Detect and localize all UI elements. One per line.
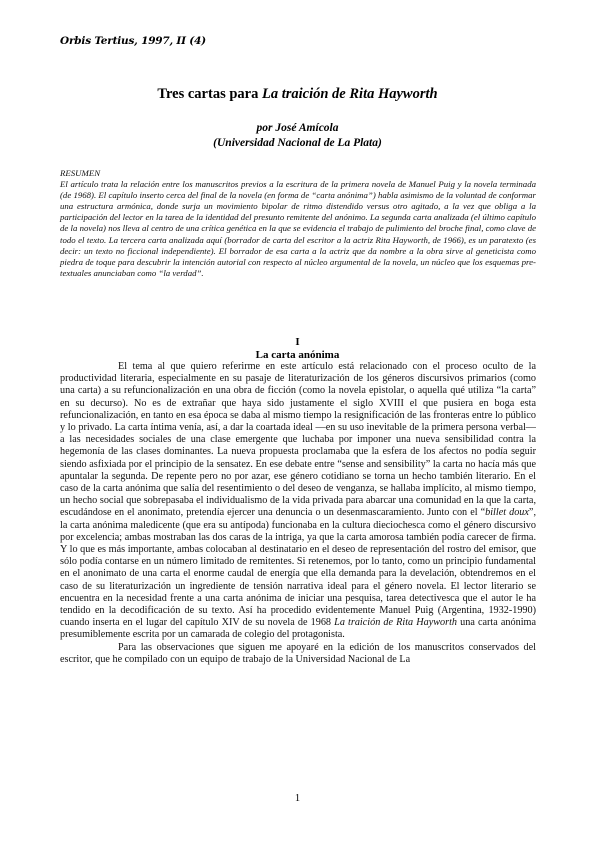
abstract xyxy=(60,168,536,279)
title-prefix: Tres cartas para xyxy=(157,86,262,102)
section-title: La carta anónima xyxy=(255,349,340,361)
author-name: por José Amícola xyxy=(256,122,339,134)
novel-title: La traición de Rita Hayworth xyxy=(334,617,458,629)
section-number: I xyxy=(295,336,300,348)
author-affiliation: (Universidad Nacional de La Plata) xyxy=(213,137,382,149)
section-heading xyxy=(60,336,535,362)
running-head: Orbis Tertius, 1997, II (4) xyxy=(60,35,206,47)
paragraph-text: una carta anónima presumiblemente escrita por un camarada de colegio del protagonista. xyxy=(60,617,536,641)
italic-term: billet doux xyxy=(485,507,529,519)
paragraph-text: El tema al que quiero referirme en este artículo está relacionado con el proceso oculto de la productividad literaria, especialmente en su pasaje de literaturización de los géneros discursivos primarios (como una carta) a su refuncionalización en una obra de ficción (como la novela epistolar, o aquella qué utiliza “la carta” en su decurso). No es de extrañar que haya sido justamente el siglo XVIII el que pusiera en boga esta refuncionalización, en tanto en esa época se daba al mismo tiempo la resignificación de las fronteras entre lo público y lo privado. La carta íntima venía, así, a dar la coartada ideal —en su uso inevitable de la primera persona verbal— a las necesidades sociales de una clase emergente que luchaba por imponer una nueva sensibilidad contra la hegemonía de las clases dominantes. La nueva propuesta proclamaba que la esfera de los afectos no podía seguir siendo asfixiada por el principio de la sensatez. En ese debate entre “sense and sensibility” la carta no hacía más que apuntalar la segunda. De repente pero no por azar, ese género cotidiano se torna un hecho también literario. En el caso de la carta anónima que salía del resentimiento o del deseo de venganza, se hallaba implícito, al mismo tiempo, un hecho social que sobrepasaba el individualismo de la vida privada para abarcar una comunidad en la que la carta, escudándose en el anonimato, pretendía ejercer una denuncia o un desenmascaramiento. Junto con el “ xyxy=(60,361,536,519)
body-text xyxy=(60,361,536,666)
author-block xyxy=(60,121,535,151)
abstract-label: RESUMEN xyxy=(60,168,101,178)
page-number: 1 xyxy=(294,793,301,804)
title-italic: La traición de Rita Hayworth xyxy=(261,86,438,102)
body-paragraph xyxy=(60,361,536,642)
article-title xyxy=(60,86,535,103)
paragraph-text: ”, la carta anónima maledicente (que era su antípoda) funcionaba en la cultura dieciochesca como el género discursivo por excelencia; ambas mostraban las dos caras de la intriga, ya que la carta amorosa también podía carecer de firma. Y lo que es más importante, ambas colocaban al destinatario en el deseo de representación del rostro del emisor, que sólo podía contarse en un número limitado de remitentes. Si retenemos, por lo tanto, como un principio fundamental en el anonimato de una carta el enorme caudal de energía que ella demanda para la develación, obtendremos en el caso de su literaturización un ingrediente de tensión narrativa ideal para el género novela. El lector literario se encuentra en la necesidad frente a una carta anónima de iniciar una pesquisa, tarea detectivesca que el autor le ha tendido en la decodificación de su texto. Así ha procedido evidentemente Manuel Puig (Argentina, 1932-1990) cuando inserta en el lugar del capítulo XIV de su novela de 1968 xyxy=(60,507,536,629)
body-paragraph: Para las observaciones que siguen me apoyaré en la edición de los manuscritos conservados del escritor, que he compilado con un equipo de trabajo de la Universidad Nacional de La xyxy=(60,641,536,665)
abstract-text: El artículo trata la relación entre los manuscritos previos a la escritura de la primera novela de Manuel Puig y la novela terminada (de 1968). El capítulo inserto cerca del final de la novela (en forma de “carta anónima”) habla asimismo de la voluntad de conformar una estructura armónica, donde surja un movimiento bipolar de ritmo distendido versus otro agitado, a la vez que obliga a la participación del lector en la tarea de la identidad del presunto remitente del anónimo. La segunda carta analizada (el último capítulo de la novela) nos lleva al centro de una crítica genética en la que se evidencia el trabajo de pulimiento del broche final, como clave de todo el texto. La tercera carta analizada aquí (borrador de carta del escritor a la actriz Rita Hayworth, de 1966), es un paratexto (es decir: un texto no ficcional independiente). El borrador de esa carta a la actriz que da nombre a la obra sirve al geneticista como piedra de toque para descubrir la intención autorial con respecto al núcleo argumental de la novela, un núcleo que los esquemas pre-textuales anunciaban como “la verdad”. xyxy=(60,179,536,278)
